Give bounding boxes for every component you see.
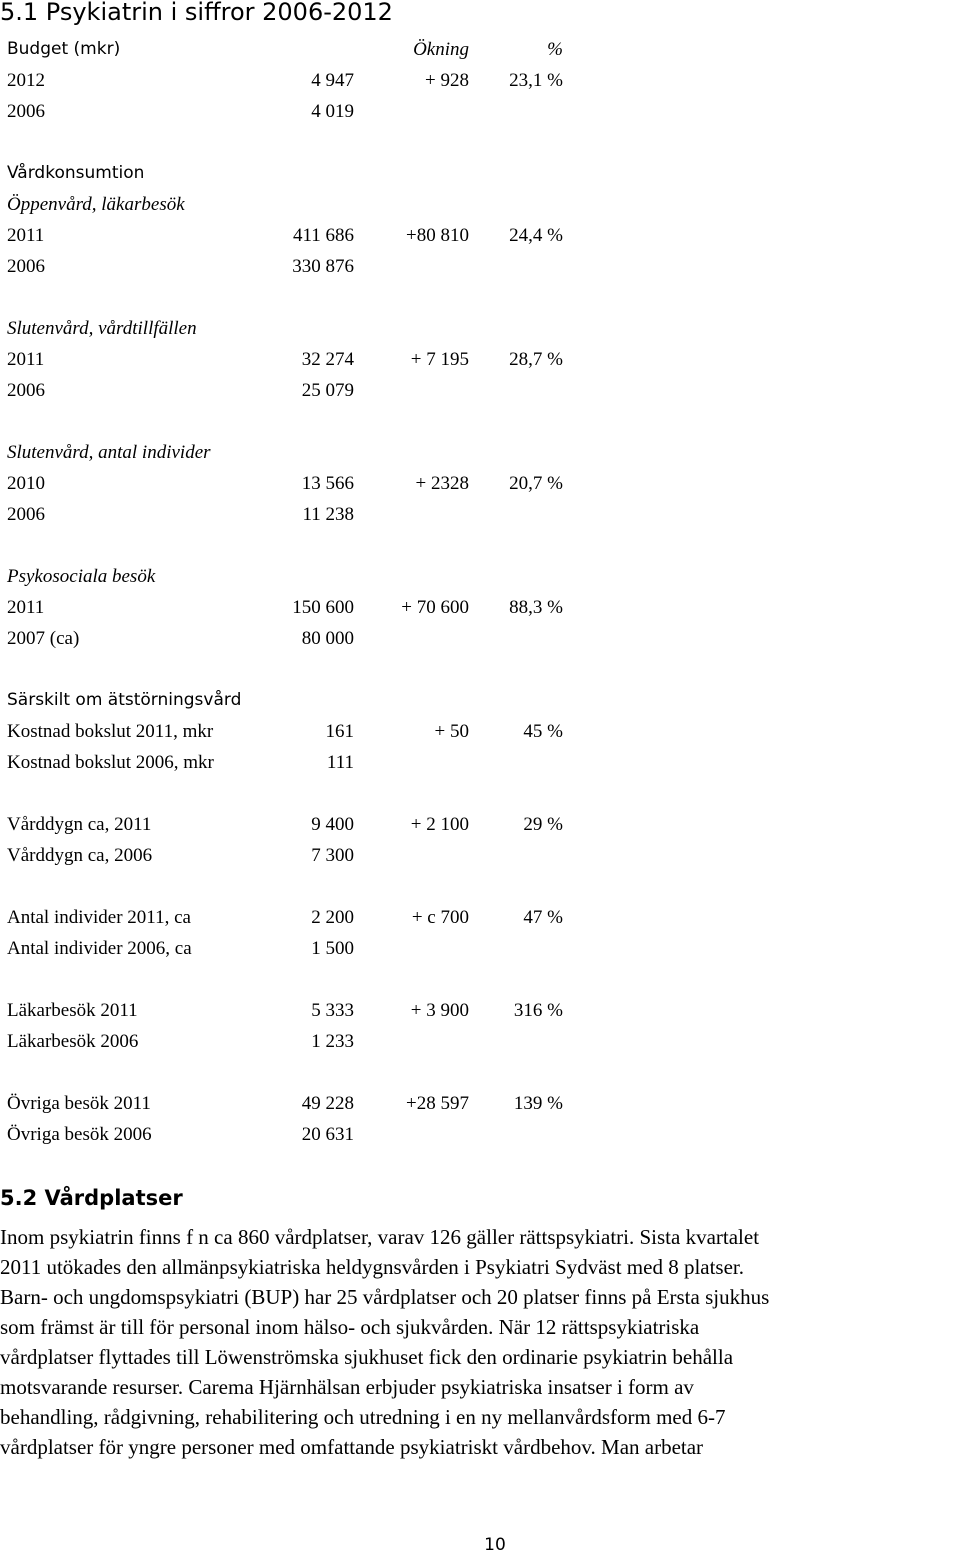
row-label: Vårddygn ca, 2006: [7, 845, 153, 866]
row-value: 80 000: [301, 628, 354, 649]
row-label: 2006: [7, 256, 45, 277]
row-value: 7 300: [311, 845, 354, 866]
table-row: [0, 995, 600, 1026]
section-heading-vardplatser: 5.2 Vårdplatser: [0, 1186, 183, 1210]
paragraph-line: behandling, rådgivning, rehabilitering och utredning i en ny mellanvårdsform med 6-7: [0, 1405, 726, 1429]
table-row: [0, 65, 600, 96]
row-percent: 24,4 %: [509, 225, 563, 246]
row-change: + c 700: [411, 907, 469, 928]
table-row: [0, 1119, 600, 1150]
row-change: + 3 900: [410, 1000, 469, 1021]
row-value: 1 233: [311, 1031, 354, 1052]
row-label: 2011: [7, 597, 45, 618]
paragraph-line: Inom psykiatrin finns f n ca 860 vårdplatser, varav 126 gäller rättspsykiatri. Sista kvartalet: [0, 1225, 760, 1249]
row-change: + 70 600: [401, 597, 469, 618]
row-label: 2010: [7, 473, 45, 494]
row-change: + 928: [425, 70, 469, 91]
row-value: 4 019: [311, 101, 354, 122]
table-row: [0, 716, 600, 747]
atst-heading: Särskilt om ätstörningsvård: [7, 690, 242, 710]
section-title: 5.1 Psykiatrin i siffror 2006-2012: [0, 0, 393, 26]
vard-heading-row: [0, 158, 600, 189]
budget-header-row: [0, 34, 600, 65]
row-percent: 45 %: [523, 721, 563, 742]
column-header-okning: Ökning: [413, 39, 469, 60]
paragraph-line: vårdplatser för yngre personer med omfattande psykiatriskt vårdbehov. Man arbetar: [0, 1435, 704, 1459]
paragraph-line: vårdplatser flyttades till Löwenströmska sjukhuset fick den ordinarie psykiatrin behålla: [0, 1345, 734, 1369]
row-label: Läkarbesök 2011: [7, 1000, 138, 1021]
table-row: [0, 933, 600, 964]
row-value: 2 200: [311, 907, 354, 928]
row-label: 2006: [7, 101, 45, 122]
group-title: Öppenvård, läkarbesök: [7, 194, 185, 215]
row-label: Vårddygn ca, 2011: [7, 814, 152, 835]
row-value: 5 333: [311, 1000, 354, 1021]
row-change: + 2328: [415, 473, 469, 494]
row-label: Kostnad bokslut 2006, mkr: [7, 752, 214, 773]
row-change: + 2 100: [410, 814, 469, 835]
paragraph-line: motsvarande resurser. Carema Hjärnhälsan erbjuder psykiatriska insatser i form av: [0, 1375, 694, 1399]
paragraph-line: 2011 utökades den allmänpsykiatriska heldygnsvården i Psykiatri Sydväst med 8 platser.: [0, 1255, 745, 1279]
row-value: 4 947: [311, 70, 354, 91]
row-change: + 50: [434, 721, 469, 742]
table-row: [0, 592, 600, 623]
group-title: Slutenvård, antal individer: [7, 442, 211, 463]
row-value: 330 876: [292, 256, 354, 277]
row-percent: 88,3 %: [509, 597, 563, 618]
row-value: 161: [325, 721, 354, 742]
row-value: 25 079: [301, 380, 354, 401]
row-value: 411 686: [292, 225, 354, 246]
statistics-table: [0, 34, 600, 1150]
row-label: 2006: [7, 504, 45, 525]
group-title: Slutenvård, vårdtillfällen: [7, 318, 197, 339]
row-label: 2011: [7, 349, 45, 370]
table-row: [0, 809, 600, 840]
row-label: Antal individer 2006, ca: [7, 938, 192, 959]
row-change: +80 810: [406, 225, 469, 246]
row-value: 20 631: [301, 1124, 354, 1145]
table-row: [0, 1026, 600, 1057]
table-row: [0, 468, 600, 499]
table-row: [0, 96, 600, 127]
table-row: [0, 251, 600, 282]
table-row: [0, 344, 600, 375]
row-label: 2011: [7, 225, 45, 246]
group-title-row: [0, 189, 600, 220]
table-row: [0, 375, 600, 406]
row-label: Övriga besök 2006: [7, 1124, 152, 1145]
table-row: [0, 747, 600, 778]
group-title-row: [0, 437, 600, 468]
budget-heading: Budget (mkr): [7, 39, 121, 59]
group-title-row: [0, 313, 600, 344]
row-label: Antal individer 2011, ca: [7, 907, 191, 928]
row-label: 2012: [7, 70, 45, 91]
row-percent: 316 %: [513, 1000, 563, 1021]
row-value: 13 566: [301, 473, 354, 494]
vard-heading: Vårdkonsumtion: [7, 163, 145, 183]
atst-heading-row: [0, 685, 600, 716]
table-row: [0, 220, 600, 251]
table-row: [0, 623, 600, 654]
row-value: 1 500: [311, 938, 354, 959]
row-percent: 23,1 %: [509, 70, 563, 91]
paragraph-line: Barn- och ungdomspsykiatri (BUP) har 25 vårdplatser och 20 platser finns på Ersta sjukhus: [0, 1285, 770, 1309]
row-percent: 47 %: [523, 907, 563, 928]
row-change: +28 597: [406, 1093, 469, 1114]
row-change: + 7 195: [410, 349, 469, 370]
row-value: 150 600: [292, 597, 354, 618]
row-percent: 139 %: [513, 1093, 563, 1114]
row-value: 111: [326, 752, 354, 773]
page-number: 10: [484, 1535, 506, 1555]
row-label: 2006: [7, 380, 45, 401]
group-title-row: [0, 561, 600, 592]
table-row: [0, 840, 600, 871]
paragraph-line: som främst är till för personal inom hälso- och sjukvården. När 12 rättspsykiatriska: [0, 1315, 700, 1339]
group-title: Psykosociala besök: [7, 566, 156, 587]
row-label: Övriga besök 2011: [7, 1093, 151, 1114]
row-percent: 20,7 %: [509, 473, 563, 494]
table-row: [0, 1088, 600, 1119]
table-row: [0, 499, 600, 530]
row-percent: 29 %: [523, 814, 563, 835]
row-value: 11 238: [302, 504, 354, 525]
row-percent: 28,7 %: [509, 349, 563, 370]
row-label: Läkarbesök 2006: [7, 1031, 139, 1052]
row-label: Kostnad bokslut 2011, mkr: [7, 721, 214, 742]
column-header-percent: %: [547, 39, 563, 60]
table-row: [0, 902, 600, 933]
row-value: 9 400: [311, 814, 354, 835]
row-value: 32 274: [301, 349, 354, 370]
row-value: 49 228: [301, 1093, 354, 1114]
row-label: 2007 (ca): [7, 628, 80, 649]
body-paragraph: [0, 1222, 960, 1462]
